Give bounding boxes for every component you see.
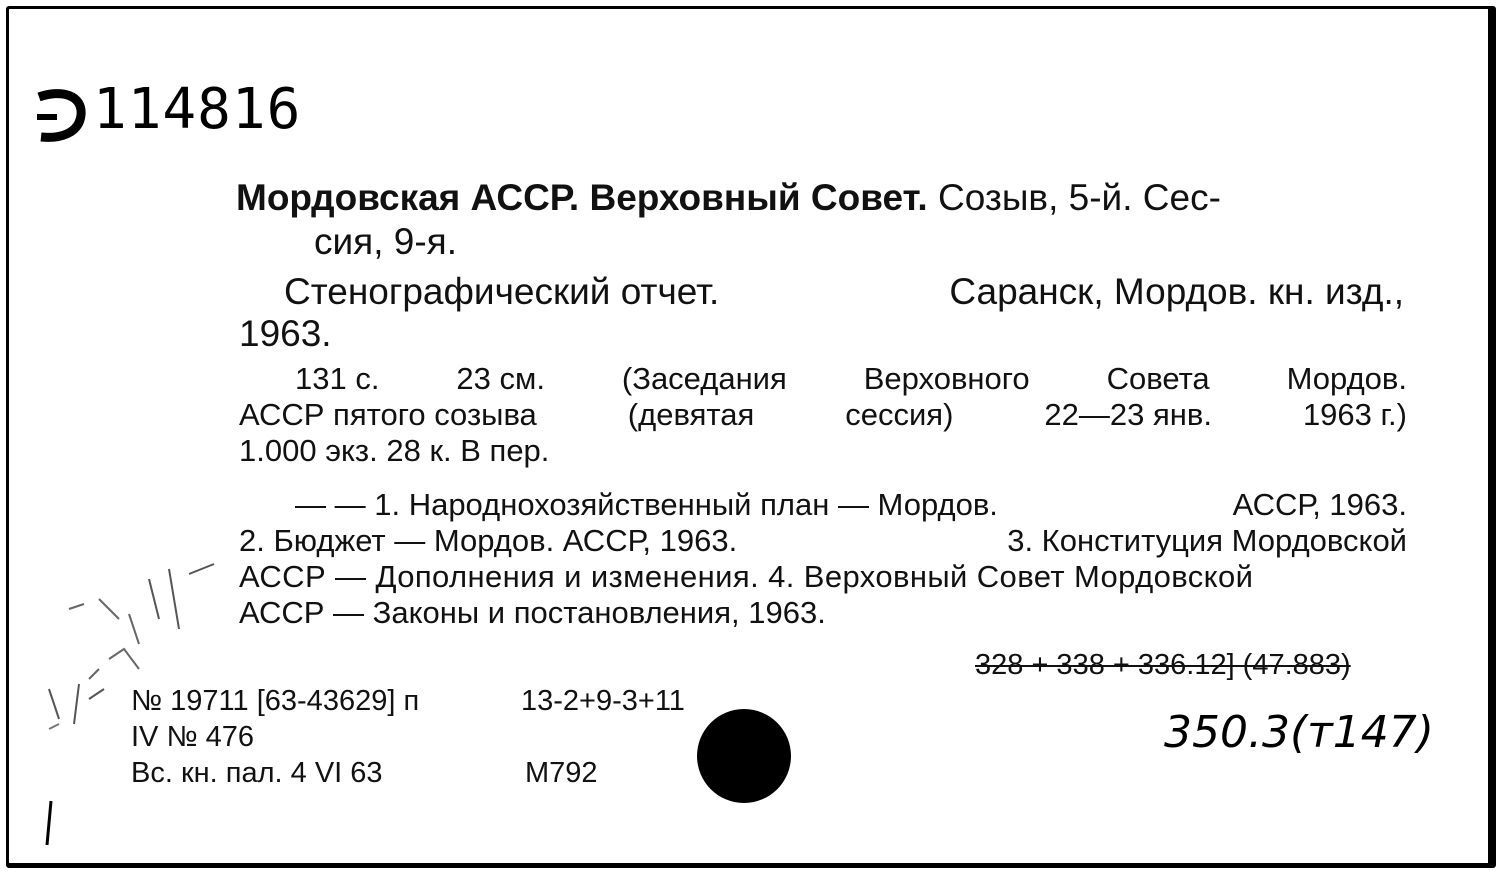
desc-1-f: Мордов. (1286, 361, 1407, 396)
description-line-1 (295, 361, 1407, 397)
catalog-card (6, 6, 1496, 868)
subjects-line-1 (295, 487, 1407, 523)
imprint-year: 1963. (239, 313, 332, 354)
footer-line-3: Вс. кн. пал. 4 VI 63 (131, 757, 383, 789)
title-rest: Созыв, 5-й. Сес- (937, 177, 1221, 218)
card-title (236, 177, 1401, 219)
desc-1-e: Совета (1106, 361, 1210, 396)
subj-1-a: — — 1. Народнохозяйственный план — Мордов. (295, 487, 998, 522)
classification-handwritten: 350.3(т147) (1164, 707, 1434, 758)
classification-struck: 328 + 338 + 336.12] (47.883) (975, 649, 1351, 681)
desc-2-e: 1963 г.) (1302, 397, 1407, 432)
handwritten-mark-icon (31, 87, 101, 149)
footer-line-1: № 19711 [63-43629] п (131, 685, 420, 717)
accession-number: 114816 (93, 77, 302, 142)
description-line-2 (239, 397, 1407, 433)
footer-line-2: IV № 476 (131, 721, 255, 753)
subj-2-b: 3. Конституция Мордовской (1007, 523, 1407, 558)
subj-1-b: АССР, 1963. (1232, 487, 1407, 522)
subj-2-a: 2. Бюджет — Мордов. АССР, 1963. (239, 523, 738, 558)
margin-scribble-icon (29, 559, 229, 779)
margin-tick-icon (39, 799, 59, 849)
imprint-subtitle: Стенографический отчет. (284, 271, 720, 312)
footer-code: 13-2+9-3+11 (521, 685, 685, 717)
desc-2-b: (девятая (627, 397, 755, 432)
imprint-publisher: Саранск, Мордов. кн. изд., (949, 271, 1404, 312)
footer-m-code: М792 (525, 757, 598, 789)
desc-2-a: АССР пятого созыва (239, 397, 537, 432)
title-bold: Мордовская АССР. Верховный Совет. (236, 177, 928, 218)
desc-1-c: (Заседания (621, 361, 787, 396)
description-line-3: 1.000 экз. 28 к. В пер. (239, 433, 550, 468)
subjects-line-3: АССР — Дополнения и изменения. 4. Верховный Совет Мордовской (239, 559, 1254, 594)
desc-1-b: 23 см. (456, 361, 545, 396)
imprint-line (284, 271, 1404, 313)
desc-2-c: сессия) (845, 397, 954, 432)
desc-1-d: Верховного (863, 361, 1030, 396)
desc-2-d: 22—23 янв. (1044, 397, 1212, 432)
desc-1-a: 131 с. (295, 361, 380, 396)
subjects-line-4: АССР — Законы и постановления, 1963. (239, 595, 826, 630)
punch-hole-icon (697, 709, 791, 803)
title-continuation: сия, 9-я. (314, 221, 457, 262)
subjects-line-2 (239, 523, 1407, 559)
